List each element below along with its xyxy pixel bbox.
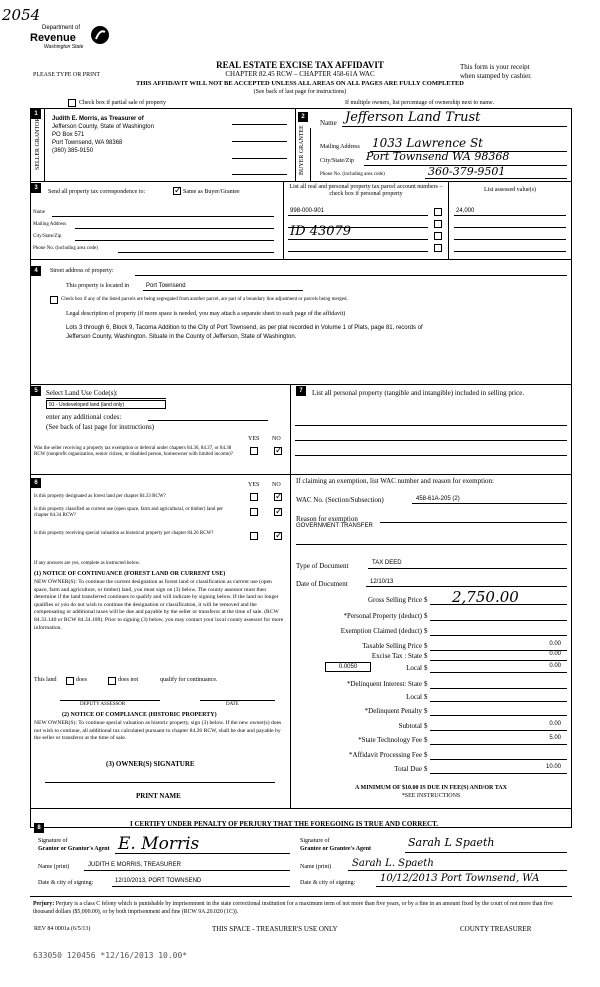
s3-city-label: City/State/Zip bbox=[33, 234, 62, 239]
grantee-name: Sarah L. Spaeth bbox=[352, 858, 434, 869]
buyer-name-label: Name bbox=[320, 119, 337, 127]
land-use-code-field[interactable] bbox=[46, 400, 166, 409]
doc-date-label: Date of Document bbox=[296, 580, 348, 588]
amount-field[interactable] bbox=[430, 612, 567, 621]
buyer-phone-label: Phone No. (including area code) bbox=[320, 172, 385, 177]
s6-q3-yes-checkbox[interactable] bbox=[250, 532, 258, 540]
amount-row-label: *Delinquent Interest: State bbox=[346, 680, 422, 688]
s5-yes: YES bbox=[248, 436, 260, 442]
amount-field[interactable] bbox=[430, 680, 567, 689]
segregated-checkbox[interactable] bbox=[50, 296, 58, 304]
dollar-sign: $ bbox=[424, 722, 428, 730]
amount-row-label: Subtotal bbox=[398, 722, 422, 730]
s5-no: NO bbox=[272, 436, 281, 442]
perjury-text: Perjury is a class C felony which is punishable by imprisonment in the state correctional institution for a maximum term of not more than five years, or by a fine in an amount fixed by the court of not more than five thousand dollars ($5,000.00), or by both imprisonment and fine (RCW 9A.20.020 (1C)). bbox=[33, 901, 553, 915]
notice1-title: (1) NOTICE OF CONTINUANCE (FOREST LAND OR CURRENT USE) bbox=[34, 571, 226, 577]
dollar-sign: $ bbox=[424, 612, 428, 620]
buyer-phone: 360-379-9501 bbox=[428, 165, 506, 178]
section-2-badge: 2 bbox=[298, 112, 308, 122]
seller-phone: (360) 385-9150 bbox=[52, 148, 94, 154]
minimum-due-note: A MINIMUM OF $10.00 IS DUE IN FEE(S) AND/OR TAX bbox=[355, 785, 507, 791]
grantee-name-label: Name (print) bbox=[300, 864, 332, 870]
amount-row-label: Local bbox=[406, 693, 422, 701]
deputy-assessor-label: DEPUTY ASSESSOR bbox=[80, 702, 126, 707]
dollar-sign: $ bbox=[424, 596, 428, 604]
segregated-label: Check box if any of the listed parcels are being segregated from another parcel, are part of a boundary line adjustment or parcels being merged. bbox=[61, 297, 348, 302]
dollar-sign: $ bbox=[424, 664, 428, 672]
section-1-badge: 1 bbox=[31, 109, 41, 119]
grantor-date-label: Date & city of signing: bbox=[38, 880, 94, 886]
grantee-sig-label-1: Signature of bbox=[300, 838, 330, 844]
receipt-note-2: when stamped by cashier. bbox=[460, 72, 532, 80]
dollar-sign: $ bbox=[424, 751, 428, 759]
amount-row-value: 0.00 bbox=[549, 641, 561, 647]
notice1-text: NEW OWNER(S): To continue the current designation as forest land or classification as current use (open space, farm and agriculture, or timber) land, you must sign on (3) below. The county assessor must then determine if the land transferred continues to qualify and will indicate by signing below. If the land no longer qualifies or you do not wish to continue the designation or classification, it will be removed and the compensating or additional taxes will be due and payable by the seller or transferor at the time of sale. (RCW 84.33.140 or RCW 84.34.108). Prior to signing (3) below, you may contact your local county assessor for more information. bbox=[34, 579, 284, 631]
logo-line3: Washington State bbox=[44, 44, 84, 50]
buyer-mailing: 1033 Lawrence St bbox=[372, 136, 483, 150]
dollar-sign: $ bbox=[424, 707, 428, 715]
amount-field[interactable] bbox=[430, 627, 567, 636]
certify-statement: I CERTIFY UNDER PENALTY OF PERJURY THAT THE FOREGOING IS TRUE AND CORRECT. bbox=[130, 820, 439, 828]
s5-no-checkbox[interactable] bbox=[274, 447, 282, 455]
parcel-list-header: List all real and personal property tax parcel account numbers – check box if personal property bbox=[289, 184, 443, 197]
assessed-header: List assessed value(s) bbox=[484, 187, 536, 193]
handwritten-page-number: 2054 bbox=[2, 6, 41, 24]
s6-yes: YES bbox=[248, 482, 260, 488]
s3-phone-label: Phone No. (including area code) bbox=[33, 246, 98, 251]
s6-no: NO bbox=[272, 482, 281, 488]
doc-type-value: TAX DEED bbox=[372, 560, 402, 566]
multiple-owners-note: If multiple owners, list percentage of ownership next to name. bbox=[345, 100, 495, 106]
perjury-label: Perjury: bbox=[33, 901, 55, 907]
section-3-badge: 3 bbox=[31, 183, 41, 193]
dor-logo-icon bbox=[90, 25, 110, 45]
located-in-label: This property is located in bbox=[66, 283, 129, 289]
dollar-sign: $ bbox=[424, 642, 428, 650]
land-does-not-checkbox[interactable] bbox=[108, 677, 116, 685]
seller-line4: Port Townsend, WA 98368 bbox=[52, 140, 123, 146]
amount-row-label: *State Technology Fee bbox=[358, 736, 422, 744]
land-use-label: Select Land Use Code(s): bbox=[46, 389, 118, 397]
exemption-label: If claiming an exemption, list WAC number and reason for exemption: bbox=[296, 477, 494, 485]
s6-question-1: Is this property designated as forest land per chapter 84.33 RCW? bbox=[34, 494, 166, 499]
amount-row-value: 0.00 bbox=[549, 663, 561, 669]
dollar-sign: $ bbox=[424, 736, 428, 744]
grantor-name: JUDITH E MORRIS, TREASURER bbox=[88, 862, 181, 868]
see-back-note: (See back of last page for instructions) bbox=[253, 89, 347, 95]
amount-row-label: Taxable Selling Price bbox=[362, 642, 422, 650]
buyer-city: Port Townsend WA 98368 bbox=[366, 150, 510, 163]
local-rate-box[interactable] bbox=[325, 662, 371, 672]
s6-q2-yes-checkbox[interactable] bbox=[250, 508, 258, 516]
doc-date-value: 12/10/13 bbox=[370, 579, 394, 585]
parcel-number: 998-000-901 bbox=[290, 208, 325, 214]
reason-label: Reason for exemption bbox=[296, 515, 358, 523]
dollar-sign: $ bbox=[424, 627, 428, 635]
see-instructions-note: *SEE INSTRUCTIONS bbox=[401, 793, 461, 799]
grantee-date-label: Date & city of signing: bbox=[300, 880, 356, 886]
amount-row-label: Total Due bbox=[394, 765, 422, 773]
amount-row-label: *Affidavit Processing Fee bbox=[349, 751, 422, 759]
grantee-date: 10/12/2013 Port Townsend, WA bbox=[380, 873, 540, 884]
amount-row-value: 10.00 bbox=[545, 764, 561, 770]
treasurer-use-note: THIS SPACE - TREASURER'S USE ONLY bbox=[212, 925, 338, 933]
perjury-statement bbox=[33, 900, 573, 916]
s6-question-3: Is this property receiving special valuation as historical property per chapter 84.26 RCW? bbox=[34, 531, 214, 536]
grantee-signature: Sarah L Spaeth bbox=[408, 836, 495, 849]
form-revision: REV 84 0001a (6/5/13) bbox=[34, 926, 91, 932]
grantee-sig-label-2: Grantee or Grantee's Agent bbox=[300, 846, 372, 852]
buyer-side-label: BUYER GRANTEE bbox=[299, 125, 305, 175]
notice2-title: (2) NOTICE OF COMPLIANCE (HISTORIC PROPERTY) bbox=[62, 712, 217, 718]
located-in-value: Port Townsend bbox=[146, 283, 186, 289]
legal-description-2: Jefferson County, Washington. Situate in the County of Jefferson, State of Washington. bbox=[66, 334, 297, 340]
land-does-label: does bbox=[76, 677, 87, 683]
logo-line2: Revenue bbox=[30, 32, 76, 44]
personal-property-checkbox-1[interactable] bbox=[434, 208, 442, 216]
seller-name: Judith E. Morris, as Treasurer of bbox=[52, 116, 144, 122]
local-rate-value: 0.0050 bbox=[338, 664, 358, 670]
section-8-badge: 8 bbox=[34, 823, 44, 833]
amount-field[interactable] bbox=[430, 707, 567, 716]
reason-value: GOVERNMENT TRANSFER bbox=[296, 523, 373, 529]
form-chapter: CHAPTER 82.45 RCW – CHAPTER 458-61A WAC bbox=[225, 70, 375, 78]
deputy-date-label: DATE bbox=[226, 702, 239, 707]
grantor-sig-label-2: Grantor or Grantor's Agent bbox=[38, 846, 110, 852]
section-6-badge: 6 bbox=[31, 478, 41, 488]
s5-yes-checkbox[interactable] bbox=[250, 447, 258, 455]
cashier-stamp: 633050 120456 *12/16/2013 10.00* bbox=[33, 951, 188, 960]
personal-property-list-label: List all personal property (tangible and intangible) included in selling price. bbox=[312, 389, 525, 397]
street-address-label: Street address of property: bbox=[50, 268, 114, 274]
seller-line3: PO Box 571 bbox=[52, 132, 85, 138]
owner-signature-label: (3) OWNER(S) SIGNATURE bbox=[106, 760, 195, 768]
type-note: PLEASE TYPE OR PRINT bbox=[33, 72, 101, 78]
amount-row-label: Gross Selling Price bbox=[367, 596, 422, 604]
grantor-date: 12/10/2013, PORT TOWNSEND bbox=[115, 878, 202, 884]
s3-name-label: Name bbox=[33, 210, 45, 215]
doc-type-label: Type of Document bbox=[296, 562, 349, 570]
seller-line2: Jefferson County, State of Washington bbox=[52, 124, 154, 130]
amount-field[interactable] bbox=[430, 693, 567, 702]
personal-property-checkbox-4[interactable] bbox=[434, 244, 442, 252]
personal-property-checkbox-3[interactable] bbox=[434, 232, 442, 240]
dollar-sign: $ bbox=[424, 680, 428, 688]
partial-sale-checkbox[interactable] bbox=[68, 99, 76, 107]
buyer-mailing-label: Mailing Address bbox=[320, 144, 360, 150]
completion-warning: THIS AFFIDAVIT WILL NOT BE ACCEPTED UNLESS ALL AREAS ON ALL PAGES ARE FULLY COMPLETED bbox=[136, 80, 464, 87]
wac-label: WAC No. (Section/Subsection) bbox=[296, 496, 384, 504]
grantor-signature: E. Morris bbox=[118, 834, 200, 854]
grantor-name-label: Name (print) bbox=[38, 864, 70, 870]
buyer-city-label: City/State/Zip bbox=[320, 158, 354, 164]
land-does-checkbox[interactable] bbox=[66, 677, 74, 685]
s6-q1-yes-checkbox[interactable] bbox=[250, 493, 258, 501]
handwritten-id: ID 43079 bbox=[290, 224, 352, 239]
this-land-label: This land bbox=[34, 677, 57, 683]
land-does-not-label: does not bbox=[118, 677, 139, 683]
seller-side-label: SELLER GRANTOR bbox=[35, 117, 41, 170]
amount-row-value: 0.00 bbox=[549, 651, 561, 657]
gross-selling-price-value: 2,750.00 bbox=[452, 588, 519, 606]
same-as-buyer-checkbox[interactable] bbox=[173, 187, 181, 195]
amount-row-value: 0.00 bbox=[549, 721, 561, 727]
print-name-label: PRINT NAME bbox=[136, 792, 181, 800]
s6-question-2: Is this property classified as current use (open space, farm and agricultural, or timber) land per chapter 84.34 RCW? bbox=[34, 507, 223, 518]
amount-row-label: *Personal Property (deduct) bbox=[343, 612, 422, 620]
partial-sale-label: Check box if partial sale of property bbox=[79, 100, 166, 106]
dollar-sign: $ bbox=[424, 765, 428, 773]
s6-if-yes: If any answers are yes, complete as instructed below. bbox=[34, 561, 141, 566]
section-7-badge: 7 bbox=[296, 386, 306, 396]
wac-value: 458-61A-205 (2) bbox=[416, 496, 460, 502]
s6-q3-no-checkbox[interactable] bbox=[274, 532, 282, 540]
section-5-badge: 5 bbox=[31, 386, 41, 396]
dollar-sign: $ bbox=[424, 652, 428, 660]
receipt-note-1: This form is your receipt bbox=[460, 63, 530, 71]
logo-line1: Department of bbox=[42, 25, 81, 31]
s5-question: Was the seller receiving a property tax exemption or deferral under chapters 84.36, 84.37, or 84.38 RCW (nonprofit organization, senior citizen, or disabled person, homeowner with limited income)? bbox=[34, 446, 233, 457]
assessed-value: 24,000 bbox=[456, 208, 475, 214]
amount-field[interactable] bbox=[430, 751, 567, 760]
grantor-sig-label-1: Signature of bbox=[38, 838, 68, 844]
s5-see-back: (See back of last page for instructions) bbox=[46, 423, 155, 431]
personal-property-checkbox-2[interactable] bbox=[434, 220, 442, 228]
county-treasurer-label: COUNTY TREASURER bbox=[460, 925, 532, 933]
notice2-text: NEW OWNER(S): To continue special valuation as historic property, sign (3) below. If the new owner(s) does not wish to continue, all additional tax calculated pursuant to chapter 84.26 RCW, shall be due and payable by the seller or transferor at the time of sale. bbox=[34, 720, 282, 742]
send-correspondence-label: Send all property tax correspondence to: bbox=[48, 189, 146, 195]
amount-row-label: Excise Tax : State bbox=[371, 652, 422, 660]
amount-row-label: *Delinquent Penalty bbox=[364, 707, 422, 715]
form-title: REAL ESTATE EXCISE TAX AFFIDAVIT bbox=[216, 60, 384, 70]
qualify-label: qualify for continuance. bbox=[160, 677, 218, 683]
dollar-sign: $ bbox=[424, 693, 428, 701]
land-use-code: 91 - Undeveloped land (land only) bbox=[49, 402, 125, 408]
legal-description-1: Lots 3 through 6, Block 9, Tacoma Addition to the City of Port Townsend, as per plat recorded in Volume 1 of Plats, page 81, records of bbox=[66, 325, 423, 331]
s3-mailing-label: Mailing Address bbox=[33, 222, 67, 227]
amount-row-value: 5.00 bbox=[549, 735, 561, 741]
s6-q1-no-checkbox[interactable] bbox=[274, 493, 282, 501]
additional-codes-label: enter any additional codes: bbox=[46, 413, 122, 421]
amount-row-label: Exemption Claimed (deduct) bbox=[340, 627, 422, 635]
section-4-badge: 4 bbox=[31, 266, 41, 276]
legal-description-label: Legal description of property (if more space is needed, you may attach a separate sheet to each page of the affidavit) bbox=[66, 311, 346, 317]
same-as-buyer-label: Same as Buyer/Grantee bbox=[183, 189, 240, 195]
s6-q2-no-checkbox[interactable] bbox=[274, 508, 282, 516]
amount-row-label: Local bbox=[406, 664, 422, 672]
buyer-name: Jefferson Land Trust bbox=[345, 110, 481, 125]
